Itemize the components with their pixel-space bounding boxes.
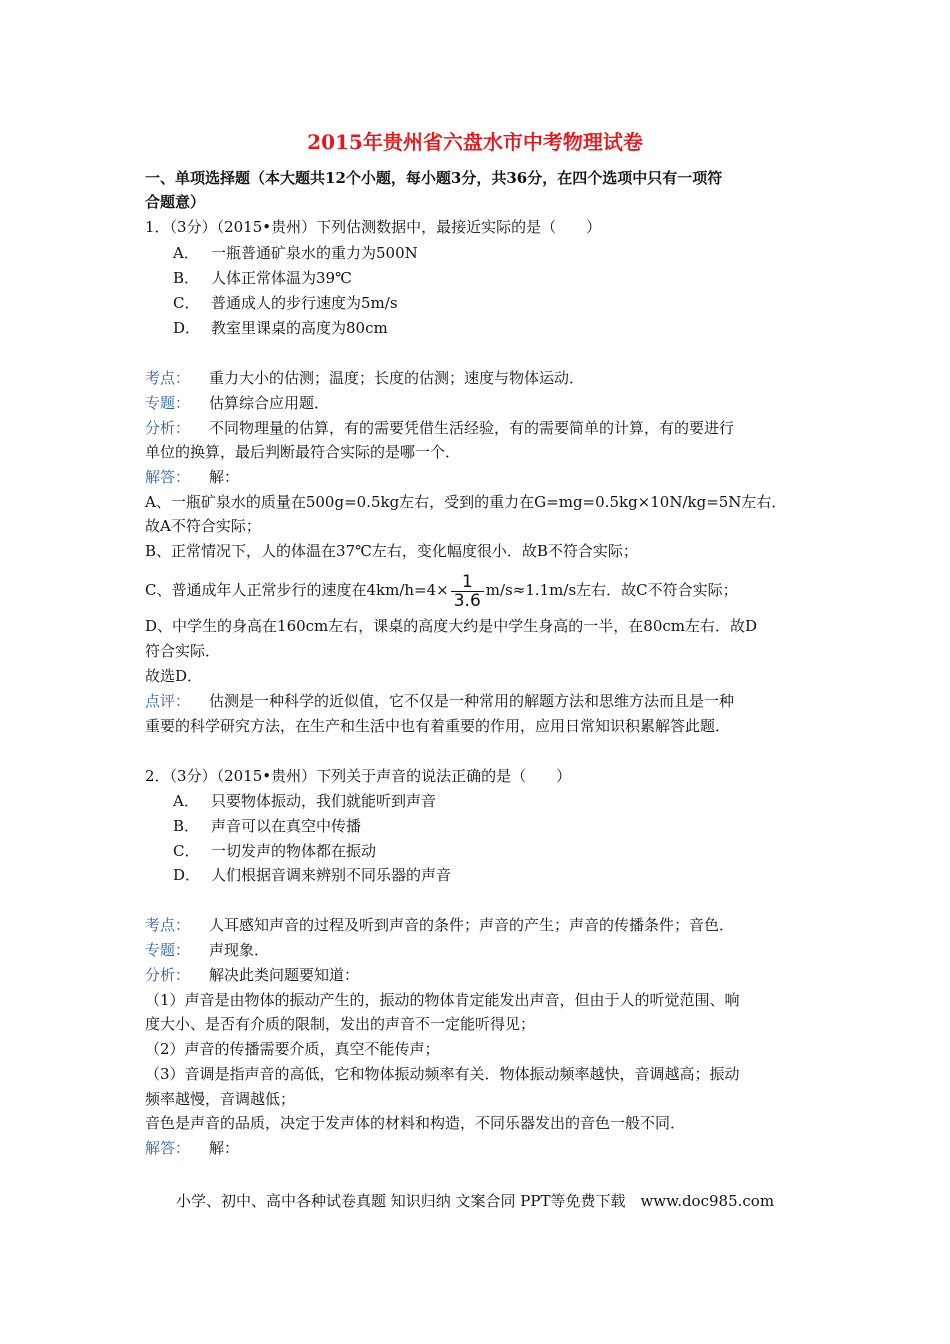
q2-point1-line1: （1）声音是由物体的振动产生的，振动的物体肯定能发出声音，但由于人的听觉范围、响 [145,991,740,1009]
q1-option-b [173,267,843,289]
zhuanti-text: 声现象． [209,941,270,959]
option-text: 只要物体振动，我们就能听到声音 [211,792,437,810]
jieda-label: 解答： [145,468,191,486]
option-letter: C． [173,842,200,860]
q2-point4: 音色是声音的品质，决定于发声体的材料和构造，不同乐器发出的音色一般不同． [145,1114,686,1132]
fenxi-text: 解决此类问题要知道： [209,966,360,984]
zhuanti-text: 估算综合应用题． [209,394,330,412]
q2-fenxi [145,964,815,986]
option-text: 人们根据音调来辨别不同乐器的声音 [211,866,452,884]
option-text: 一切发声的物体都在振动 [211,842,377,860]
q1-dianping-line2: 重要的科学研究方法，在生产和生活中也有着重要的作用，应用日常知识积累解答此题． [145,717,731,735]
zhuanti-label: 专题： [145,941,191,959]
q1-option-a [173,242,843,264]
dianping-text: 估测是一种科学的近似值，它不仅是一种常用的解题方法和思维方法而且是一种 [209,692,735,710]
q2-option-c [173,840,843,862]
q1-answer-a-line2: 故A不符合实际； [145,517,261,535]
section-heading-line2: 合题意） [145,193,206,211]
option-text: 人体正常体温为39℃ [211,269,352,287]
page-footer: 小学、初中、高中各种试卷真题 知识归纳 文案合同 PPT等免费下载 www.doc985.com [175,1192,775,1210]
option-letter: D． [173,319,201,337]
q2-jieda [145,1137,815,1159]
q2-point2: （2）声音的传播需要介质，真空不能传声； [145,1040,440,1058]
fenxi-label: 分析： [145,419,191,437]
option-letter: A． [173,792,199,810]
q2-point3-line2: 频率越慢，音调越低； [145,1090,296,1108]
answer-c-post: m/s≈1.1m/s左右．故C不符合实际； [485,581,738,599]
fraction-denominator: 3.6 [453,590,481,611]
kaodian-text: 人耳感知声音的过程及听到声音的条件；声音的产生；声音的传播条件；音色． [209,916,735,934]
option-letter: A． [173,244,199,262]
q2-point3-line1: （3）音调是指声音的高低，它和物体振动频率有关．物体振动频率越快，音调越高；振动 [145,1065,740,1083]
option-letter: D． [173,866,201,884]
kaodian-label: 考点： [145,916,191,934]
q2-stem: 2．（3分）（2015•贵州）下列关于声音的说法正确的是（ ） [145,767,572,785]
q1-answer-d-line1: D、中学生的身高在160cm左右，课桌的高度大约是中学生身高的一半，在80cm左右．故D [145,617,758,635]
jieda-text: 解： [209,468,240,486]
q1-kaodian [145,367,815,389]
q2-option-b [173,815,843,837]
section-heading-line1: 一、单项选择题（本大题共12个小题，每小题3分，共36分，在四个选项中只有一项符 [145,169,723,187]
q1-option-c [173,292,843,314]
q1-stem: 1．（3分）（2015•贵州）下列估测数据中，最接近实际的是（ ） [145,218,602,236]
fraction-numerator: 1 [451,573,484,592]
q2-zhuanti [145,939,815,961]
option-letter: C． [173,294,200,312]
jieda-text: 解： [209,1139,240,1157]
kaodian-label: 考点： [145,369,191,387]
q1-choose: 故选D． [145,667,203,685]
jieda-label: 解答： [145,1139,191,1157]
option-letter: B． [173,269,200,287]
zhuanti-label: 专题： [145,394,191,412]
dianping-label: 点评： [145,692,191,710]
q1-zhuanti [145,392,815,414]
q1-fenxi-line2: 单位的换算，最后判断最符合实际的是哪一个． [145,443,461,461]
fenxi-label: 分析： [145,966,191,984]
q2-kaodian [145,914,815,936]
option-text: 普通成人的步行速度为5m/s [211,294,398,312]
q1-answer-b: B、正常情况下，人的体温在37℃左右，变化幅度很小．故B不符合实际； [145,542,638,560]
q1-jieda [145,466,815,488]
kaodian-text: 重力大小的估测；温度；长度的估测；速度与物体运动． [209,369,585,387]
option-text: 声音可以在真空中传播 [211,817,362,835]
q1-answer-d-line2: 符合实际． [145,642,221,660]
q1-dianping [145,690,815,712]
answer-c-pre: C、普通成年人正常步行的速度在4km/h=4× [145,581,449,599]
q1-answer-a-line1: A、一瓶矿泉水的质量在500g=0.5kg左右，受到的重力在G=mg=0.5kg×10N/kg=5N左右． [145,493,787,511]
option-text: 一瓶普通矿泉水的重力为500N [211,244,418,262]
q1-answer-c [145,570,815,610]
q1-option-d [173,317,843,339]
fenxi-text: 不同物理量的估算，有的需要凭借生活经验，有的需要简单的计算，有的要进行 [209,419,735,437]
q2-option-a [173,790,843,812]
option-text: 教室里课桌的高度为80cm [211,319,388,337]
q2-point1-line2: 度大小、是否有介质的限制，发出的声音不一定能听得见； [145,1015,536,1033]
option-letter: B． [173,817,200,835]
q1-fenxi [145,417,815,439]
fraction [451,573,484,610]
q2-option-d [173,864,843,886]
exam-title: 2015年贵州省六盘水市中考物理试卷 [307,130,643,154]
